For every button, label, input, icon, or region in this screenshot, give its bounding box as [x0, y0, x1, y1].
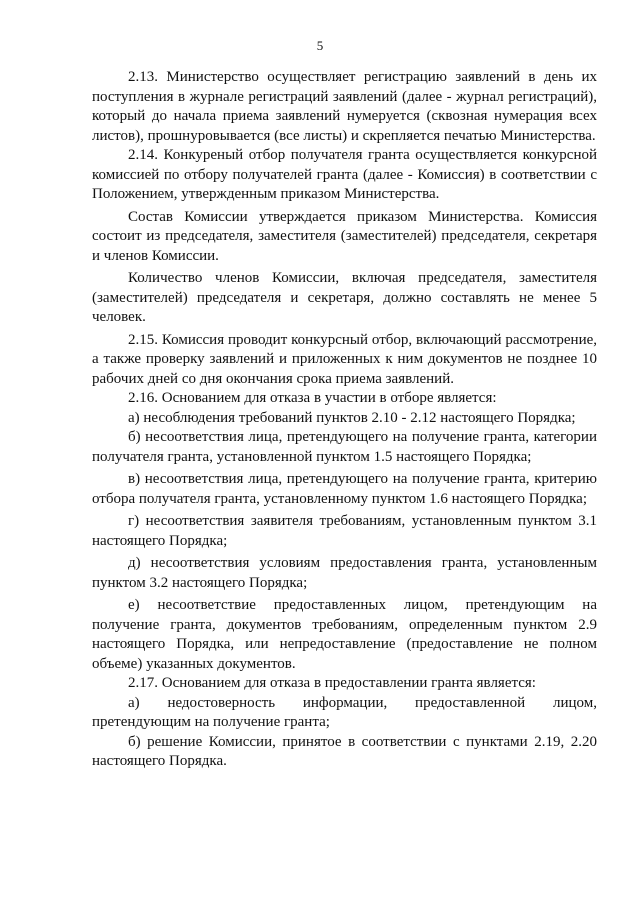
list-item-a-2: а) недостоверность информации, предоставленной лицом, претендующим на получение гранта; — [92, 694, 597, 730]
paragraph-2-13: 2.13. Министерство осуществляет регистрацию заявлений в день их поступления в журнале регистраций заявлений (далее - журнал регистраций), который до начала приема заявлений нумеруется (сквозная нумерация всех листов), прошнуровывается (все листы) и скрепляется печатью Министерства. — [92, 69, 597, 144]
paragraph-commission-composition: Состав Комиссии утверждается приказом Министерства. Комиссия состоит из председателя, заместителя (заместителей) председателя, секретаря и членов Комиссии. — [92, 208, 597, 264]
paragraph-2-15: 2.15. Комиссия проводит конкурсный отбор, включающий рассмотрение, а также проверку заявлений и приложенных к ним документов не позднее 10 рабочих дней со дня окончания срока приема заявлений. — [92, 331, 597, 387]
document-body — [92, 68, 597, 772]
list-item-v: в) несоответствия лица, претендующего на получение гранта, критерию отбора получателя гранта, установленному пунктом 1.6 настоящего Порядка; — [92, 471, 597, 507]
paragraph-2-17: 2.17. Основанием для отказа в предоставлении гранта является: — [128, 675, 536, 691]
paragraph-2-14: 2.14. Конкуреный отбор получателя гранта осуществляется конкурсной комиссией по отбору получателей гранта (далее - Комиссия) в соответствии с Положением, утвержденным приказом Министерства. — [92, 147, 597, 202]
paragraph-2-16: 2.16. Основанием для отказа в участии в отборе является: — [128, 390, 497, 406]
paragraph-commission-size: Количество членов Комиссии, включая председателя, заместителя (заместителей) председателя и секретаря, должно составлять не менее 5 человек. — [92, 270, 597, 325]
page-number: 5 — [316, 38, 324, 53]
list-item-g: г) несоответствия заявителя требованиям, установленным пунктом 3.1 настоящего Порядка; — [92, 513, 597, 549]
list-item-b-2: б) решение Комиссии, принятое в соответствии с пунктами 2.19, 2.20 настоящего Порядка. — [92, 733, 597, 769]
list-item-d: д) несоответствия условиям предоставления гранта, установленным пунктом 3.2 настоящего Порядка; — [92, 555, 597, 591]
list-item-e: е) несоответствие предоставленных лицом, претендующим на получение гранта, документов требованиям, определенным пунктом 2.9 настоящего Порядка, или непредоставление (предоставление не полном объеме) указанных документов. — [92, 597, 597, 672]
list-item-b: б) несоответствия лица, претендующего на получение гранта, категории получателя гранта, установленной пунктом 1.5 настоящего Порядка; — [92, 429, 597, 465]
list-item-a: а) несоблюдения требований пунктов 2.10 - 2.12 настоящего Порядка; — [128, 409, 576, 426]
